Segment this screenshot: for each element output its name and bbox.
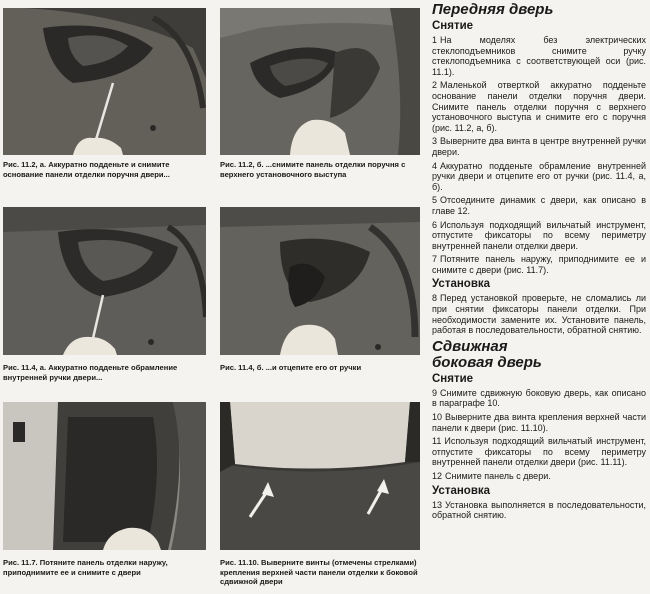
trim-unhook-illustration	[220, 207, 420, 355]
step-paragraph: 9 Снимите сдвижную боковую дверь, как описано в параграфе 10.	[432, 387, 646, 409]
panel-removal-illustration	[3, 402, 206, 550]
subheading-installation: Установка	[432, 278, 491, 291]
caption-number: Рис. 11.10.	[220, 558, 259, 567]
caption-fig-11-2a	[3, 160, 208, 179]
step-paragraph: 10 Выверните два винта крепления верхней части панели к двери (рис. 11.10).	[432, 412, 646, 433]
caption-text: ...и отцепите его от ручки	[265, 363, 362, 372]
caption-fig-11-4b	[220, 363, 420, 373]
caption-fig-11-10	[220, 558, 425, 587]
photo-fig-11-2b	[220, 8, 420, 155]
step-paragraph: 7 Потяните панель наружу, приподнимите ее и снимите с двери (рис. 11.7).	[432, 254, 646, 275]
sliding-door-removal-steps	[432, 388, 646, 482]
caption-text: Выверните винты (отмечены стрелками) крепления верхней части панели отделки к боковой сдвижной двери	[220, 558, 418, 586]
photo-fig-11-10	[220, 402, 420, 550]
caption-text: Потяните панель отделки наружу, приподнимите ее и снимите с двери	[3, 558, 168, 577]
sliding-door-screws-illustration	[220, 402, 420, 550]
step-paragraph: 12 Снимите панель с двери.	[432, 471, 551, 481]
step-paragraph: 3 Выверните два винта в центре внутренней ручки двери.	[432, 136, 646, 157]
caption-fig-11-7	[3, 558, 208, 577]
step-paragraph: 5 Отсоедините динамик с двери, как описано в главе 12.	[432, 195, 646, 216]
photo-fig-11-4b	[220, 207, 420, 355]
step-paragraph: 4 Аккуратно подденьте обрамление внутренней ручки двери и отцепите его от ручки (рис. 11.4, а, б).	[432, 160, 646, 192]
step-paragraph: 6 Используя подходящий вильчатый инструмент, отпустите фиксаторы по всему периметру внутренней панели отделки двери.	[432, 219, 646, 251]
caption-number: Рис. 11.2, б.	[220, 160, 264, 169]
caption-fig-11-4a	[3, 363, 208, 382]
door-handle-pry-illustration	[3, 8, 206, 155]
step-paragraph: 1 На моделях без электрических стеклоподъемников снимите ручку стеклоподъемника с соответствующей оси (рис. 11.1).	[432, 35, 646, 77]
caption-number: Рис. 11.7.	[3, 558, 38, 567]
step-paragraph: 2 Маленькой отверткой аккуратно подденьте основание панели отделки поручня двери. Снимите панель отделки поручня с верхнего установочного выступа и снимите его с поручня (рис. 11.2, а, б).	[432, 80, 646, 133]
inner-handle-trim-pry-illustration	[3, 207, 206, 355]
front-door-removal-steps	[432, 35, 646, 275]
step-paragraph: 11 Используя подходящий вильчатый инструмент, отпустите фиксаторы по всему периметру внутренней панели отделки двери (рис. 11.11).	[432, 436, 646, 468]
section-title-front-door: Передняя дверь	[432, 1, 554, 18]
photo-fig-11-4a	[3, 207, 206, 355]
caption-number: Рис. 11.4, б.	[220, 363, 264, 372]
step-paragraph: 8 Перед установкой проверьте, не сломались ли при снятии фиксаторы панели отделки. При необходимости замените их. Установите панель, работая в последовательности, обратной снятию.	[432, 293, 646, 336]
subheading-installation: Установка	[432, 484, 491, 497]
photo-fig-11-7	[3, 402, 206, 550]
subheading-removal: Снятие	[432, 20, 474, 32]
caption-number: Рис. 11.4, а.	[3, 363, 47, 372]
step-paragraph: 13 Установка выполняется в последовательности, обратной снятию.	[432, 499, 646, 521]
subheading-removal: Снятие	[432, 372, 474, 385]
caption-text: ...снимите панель отделки поручня с верхнего установочного выступа	[220, 160, 406, 179]
section-title-sliding-door: Сдвижная боковая дверь	[432, 337, 542, 371]
caption-number: Рис. 11.2, а.	[3, 160, 47, 169]
instructions-column	[432, 2, 646, 524]
caption-fig-11-2b	[220, 160, 420, 179]
caption-text: Аккуратно подденьте обрамление внутренней ручки двери...	[3, 363, 178, 382]
photo-fig-11-2a	[3, 8, 206, 155]
armrest-removal-illustration	[220, 8, 420, 155]
caption-text: Аккуратно подденьте и снимите основание панели отделки поручня двери...	[3, 160, 170, 179]
